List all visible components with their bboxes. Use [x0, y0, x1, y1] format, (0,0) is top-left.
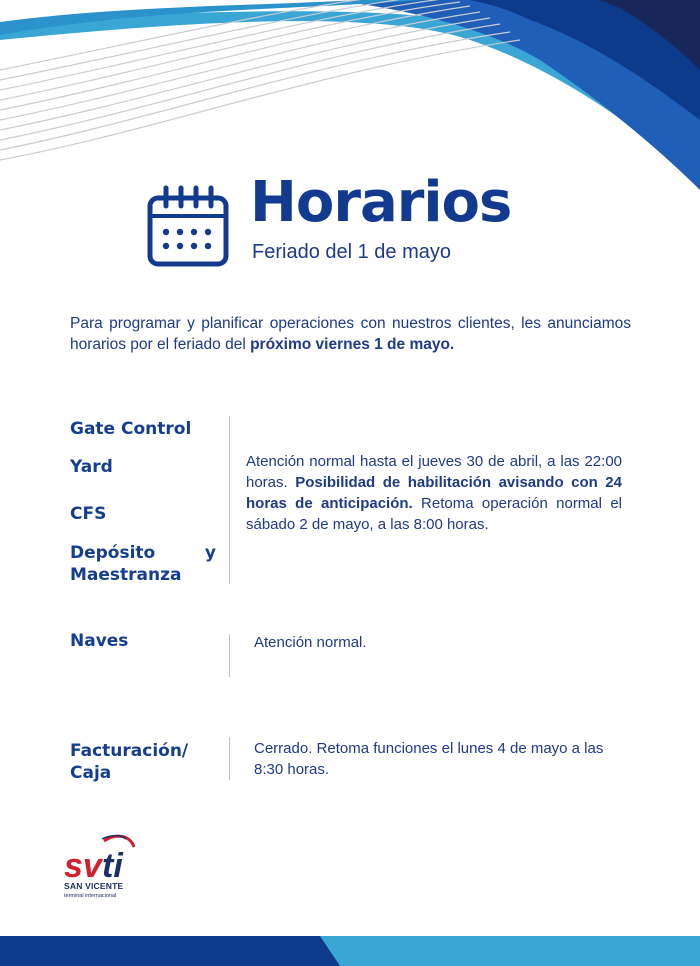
label-gate-control: Gate Control — [70, 419, 192, 439]
calendar-icon — [146, 184, 230, 268]
label-naves: Naves — [70, 631, 129, 651]
group1-text-end: Retoma operación normal el sábado 2 de mayo, a las 8:00 horas. — [246, 495, 622, 533]
intro-bold-date: próximo viernes 1 de mayo. — [250, 336, 455, 353]
label-deposito-maestranza — [70, 542, 216, 586]
group1-description — [246, 451, 622, 535]
logo-name: SAN VICENTE — [64, 881, 124, 891]
label-maestranza: Maestranza — [70, 565, 182, 585]
label-yard: Yard — [70, 457, 113, 477]
facturacion-description: Cerrado. Retoma funciones el lunes 4 de mayo a las 8:30 horas. — [254, 740, 604, 778]
group1-text-bold: Posibilidad de habilitación avisando con 24 horas de anticipación. — [246, 474, 622, 512]
logo-ti-text: ti — [102, 847, 123, 879]
footer-bar-graphic — [0, 926, 700, 966]
intro-text: Para programar y planificar operaciones con nuestros clientes, les anunciamos horarios por el feriado del — [70, 315, 631, 353]
group1-text-start: Atención normal hasta el jueves 30 de abril, a las 22:00 horas. — [246, 453, 622, 491]
label-y: y — [204, 543, 216, 563]
logo-sv-text: sv — [64, 847, 102, 879]
divider-facturacion — [229, 737, 230, 780]
label-caja: Caja — [70, 763, 112, 783]
label-cfs: CFS — [70, 504, 107, 524]
divider-group1 — [229, 416, 230, 584]
naves-description: Atención normal. — [254, 634, 367, 651]
label-deposito: Depósito — [70, 543, 156, 563]
divider-naves — [229, 634, 230, 677]
title-block — [146, 170, 566, 273]
intro-paragraph — [70, 313, 631, 355]
label-facturacion-caja — [70, 740, 188, 784]
logo-tagline: terminal internacional — [64, 893, 117, 899]
page-subtitle: Feriado del 1 de mayo — [252, 241, 452, 263]
svti-logo — [62, 833, 138, 905]
svti-logo-mark — [64, 833, 138, 879]
label-facturacion: Facturación/ — [70, 741, 189, 761]
page-title: Horarios — [250, 170, 512, 235]
